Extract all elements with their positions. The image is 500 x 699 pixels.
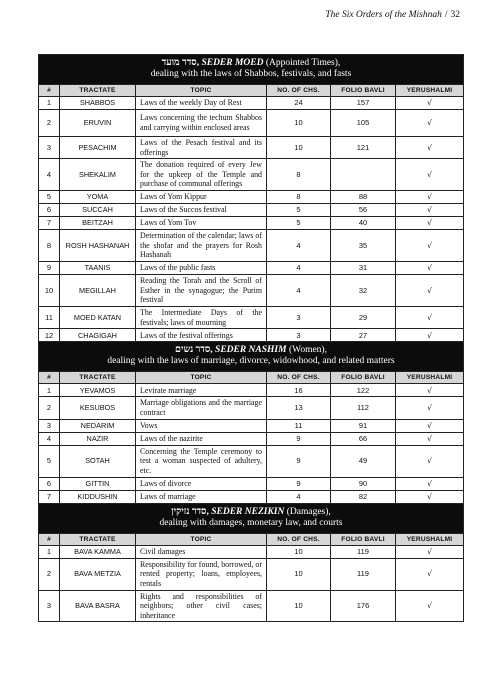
row-number: 10: [39, 275, 60, 307]
folio-bavli: 66: [331, 432, 396, 445]
table-row: [39, 204, 464, 217]
column-header-chapters-count: NO. OF CHS.: [267, 533, 331, 545]
mishnah-orders-table-wrap: [38, 54, 463, 622]
yerushalmi-mark: √: [396, 97, 464, 110]
chapters-count: 3: [267, 329, 331, 342]
folio-bavli: 82: [331, 490, 396, 503]
row-number: 5: [39, 191, 60, 204]
folio-bavli: 112: [331, 397, 396, 419]
column-header-tractate-name: TRACTATE: [60, 85, 136, 97]
row-number: 9: [39, 262, 60, 275]
folio-bavli: 32: [331, 275, 396, 307]
column-header-folio-bavli: FOLIO BAVLI: [331, 372, 396, 384]
table-row: [39, 275, 464, 307]
yerushalmi-mark: √: [396, 590, 464, 622]
tractate-name: KESUBOS: [60, 397, 136, 419]
running-head-title: The Six Orders of the Mishnah: [325, 10, 442, 20]
tractate-name: SHEKALIM: [60, 159, 136, 191]
chapters-count: 10: [267, 558, 331, 590]
yerushalmi-mark: √: [396, 159, 464, 191]
tractate-name: TAANIS: [60, 262, 136, 275]
tractate-name: BAVA METZIA: [60, 558, 136, 590]
row-number: 4: [39, 159, 60, 191]
folio-bavli: 105: [331, 110, 396, 137]
section-hebrew-title: סדר מועד,: [161, 58, 200, 68]
yerushalmi-mark: √: [396, 558, 464, 590]
topic-text: Laws of the public fasts: [136, 262, 267, 275]
chapters-count: 10: [267, 137, 331, 159]
topic-text: Concerning the Temple ceremony to test a woman suspected of adultery, etc.: [136, 445, 267, 477]
running-head: [325, 10, 460, 20]
section-transliteration: SEDER NASHIM: [215, 345, 287, 356]
folio-bavli: 119: [331, 545, 396, 558]
table-row: [39, 262, 464, 275]
folio-bavli: 88: [331, 191, 396, 204]
table-row: [39, 329, 464, 342]
folio-bavli: 31: [331, 262, 396, 275]
table-row: [39, 397, 464, 419]
section-title-line: [43, 58, 459, 69]
chapters-count: 24: [267, 97, 331, 110]
tractate-name: SHABBOS: [60, 97, 136, 110]
topic-text: Responsibility for found, borrowed, or rented property; loans, employees, rentals: [136, 558, 267, 590]
tractate-name: YOMA: [60, 191, 136, 204]
table-row: [39, 545, 464, 558]
table-row: [39, 477, 464, 490]
column-header-row: [39, 85, 464, 97]
row-number: 1: [39, 97, 60, 110]
table-row: [39, 97, 464, 110]
column-header-chapters-count: NO. OF CHS.: [267, 85, 331, 97]
topic-text: Vows: [136, 419, 267, 432]
yerushalmi-mark: √: [396, 230, 464, 262]
topic-text: Laws of Yom Tov: [136, 217, 267, 230]
section-title-line: [43, 345, 459, 356]
tractate-name: PESACHIM: [60, 137, 136, 159]
topic-text: Levirate marriage: [136, 384, 267, 397]
chapters-count: 9: [267, 432, 331, 445]
folio-bavli: 121: [331, 137, 396, 159]
topic-text: Laws of the Pesach festival and its offerings: [136, 137, 267, 159]
yerushalmi-mark: √: [396, 110, 464, 137]
folio-bavli: 176: [331, 590, 396, 622]
tractate-name: BAVA KAMMA: [60, 545, 136, 558]
table-row: [39, 419, 464, 432]
table-row: [39, 558, 464, 590]
column-header-row-number: #: [39, 533, 60, 545]
folio-bavli: 35: [331, 230, 396, 262]
tractate-name: YEVAMOS: [60, 384, 136, 397]
table-row: [39, 384, 464, 397]
column-header-tractate-name: TRACTATE: [60, 533, 136, 545]
section-heading: [39, 503, 464, 533]
chapters-count: 8: [267, 159, 331, 191]
chapters-count: 3: [267, 307, 331, 329]
topic-text: Laws of Yom Kippur: [136, 191, 267, 204]
folio-bavli: 49: [331, 445, 396, 477]
table-row: [39, 445, 464, 477]
row-number: 7: [39, 490, 60, 503]
table-row: [39, 230, 464, 262]
row-number: 1: [39, 545, 60, 558]
table-row: [39, 490, 464, 503]
row-number: 12: [39, 329, 60, 342]
tractate-name: MEGILLAH: [60, 275, 136, 307]
yerushalmi-mark: √: [396, 384, 464, 397]
page-number: 32: [450, 10, 460, 20]
section-english-title: (Appointed Times),: [265, 58, 341, 68]
column-header-yerushalmi-mark: YERUSHALMI: [396, 372, 464, 384]
section-transliteration: SEDER NEZIKIN: [211, 506, 285, 517]
column-header-topic-text: TOPIC: [136, 372, 267, 384]
section-subtitle: dealing with the laws of Shabbos, festivals, and fasts: [150, 69, 352, 79]
yerushalmi-mark: √: [396, 490, 464, 503]
section-heading: [39, 55, 464, 85]
yerushalmi-mark: √: [396, 545, 464, 558]
chapters-count: 5: [267, 217, 331, 230]
topic-text: Marriage obligations and the marriage contract: [136, 397, 267, 419]
topic-text: Laws of divorce: [136, 477, 267, 490]
column-header-folio-bavli: FOLIO BAVLI: [331, 533, 396, 545]
chapters-count: 10: [267, 545, 331, 558]
topic-text: The donation required of every Jew for the upkeep of the Temple and purchase of communal offerings: [136, 159, 267, 191]
table-row: [39, 590, 464, 622]
yerushalmi-mark: √: [396, 204, 464, 217]
chapters-count: 4: [267, 275, 331, 307]
section-hebrew-title: סדר נזיקין,: [171, 506, 209, 517]
chapters-count: 11: [267, 419, 331, 432]
column-header-yerushalmi-mark: YERUSHALMI: [396, 533, 464, 545]
folio-bavli: 122: [331, 384, 396, 397]
yerushalmi-mark: √: [396, 397, 464, 419]
section-subtitle: dealing with damages, monetary law, and courts: [159, 517, 343, 528]
table-row: [39, 432, 464, 445]
section-english-title: (Women),: [288, 345, 327, 356]
yerushalmi-mark: √: [396, 262, 464, 275]
table-row: [39, 217, 464, 230]
folio-bavli: 27: [331, 329, 396, 342]
chapters-count: 10: [267, 590, 331, 622]
yerushalmi-mark: √: [396, 432, 464, 445]
row-number: 6: [39, 204, 60, 217]
tractate-name: ERUVIN: [60, 110, 136, 137]
folio-bavli: 119: [331, 558, 396, 590]
row-number: 2: [39, 397, 60, 419]
row-number: 2: [39, 558, 60, 590]
tractate-name: NAZIR: [60, 432, 136, 445]
section-heading-cell: [39, 503, 464, 533]
column-header-yerushalmi-mark: YERUSHALMI: [396, 85, 464, 97]
row-number: 3: [39, 137, 60, 159]
row-number: 11: [39, 307, 60, 329]
column-header-tractate-name: TRACTATE: [60, 372, 136, 384]
row-number: 6: [39, 477, 60, 490]
section-subtitle: dealing with the laws of marriage, divorce, widowhood, and related matters: [107, 356, 395, 367]
folio-bavli: 56: [331, 204, 396, 217]
row-number: 2: [39, 110, 60, 137]
folio-bavli: 91: [331, 419, 396, 432]
topic-text: Laws of the weekly Day of Rest: [136, 97, 267, 110]
topic-text: Rights and responsibilities of neighbors; other civil cases; inheritance: [136, 590, 267, 622]
folio-bavli: 157: [331, 97, 396, 110]
row-number: 4: [39, 432, 60, 445]
column-header-row: [39, 372, 464, 384]
column-header-topic-text: TOPIC: [136, 85, 267, 97]
section-heading-cell: [39, 342, 464, 372]
topic-text: Reading the Torah and the Scroll of Esther in the synagogue; the Purim festival: [136, 275, 267, 307]
tractate-name: SUCCAH: [60, 204, 136, 217]
section-title-line: [43, 507, 459, 518]
mishnah-orders-table: [38, 54, 464, 622]
chapters-count: 13: [267, 397, 331, 419]
yerushalmi-mark: √: [396, 445, 464, 477]
tractate-name: BEITZAH: [60, 217, 136, 230]
yerushalmi-mark: √: [396, 307, 464, 329]
topic-text: The Intermediate Days of the festivals; laws of mourning: [136, 307, 267, 329]
section-hebrew-title: סדר נשים,: [175, 345, 213, 356]
row-number: 1: [39, 384, 60, 397]
tractate-name: BAVA BASRA: [60, 590, 136, 622]
yerushalmi-mark: √: [396, 275, 464, 307]
table-row: [39, 191, 464, 204]
topic-text: Laws concerning the techum Shabbos and carrying within enclosed areas: [136, 110, 267, 137]
row-number: 5: [39, 445, 60, 477]
row-number: 3: [39, 419, 60, 432]
column-header-folio-bavli: FOLIO BAVLI: [331, 85, 396, 97]
row-number: 8: [39, 230, 60, 262]
chapters-count: 9: [267, 477, 331, 490]
row-number: 3: [39, 590, 60, 622]
running-head-separator: /: [444, 10, 448, 20]
yerushalmi-mark: √: [396, 329, 464, 342]
column-header-row-number: #: [39, 85, 60, 97]
folio-bavli: 90: [331, 477, 396, 490]
yerushalmi-mark: √: [396, 137, 464, 159]
tractate-name: GITTIN: [60, 477, 136, 490]
table-row: [39, 137, 464, 159]
chapters-count: 4: [267, 490, 331, 503]
chapters-count: 4: [267, 230, 331, 262]
yerushalmi-mark: √: [396, 419, 464, 432]
chapters-count: 10: [267, 110, 331, 137]
chapters-count: 4: [267, 262, 331, 275]
tractate-name: ROSH HASHANAH: [60, 230, 136, 262]
table-row: [39, 159, 464, 191]
yerushalmi-mark: √: [396, 217, 464, 230]
yerushalmi-mark: √: [396, 191, 464, 204]
section-transliteration: SEDER MOED: [201, 58, 264, 68]
chapters-count: 9: [267, 445, 331, 477]
chapters-count: 8: [267, 191, 331, 204]
topic-text: Laws of the Succos festival: [136, 204, 267, 217]
column-header-row-number: #: [39, 372, 60, 384]
topic-text: Determination of the calendar; laws of the shofar and the prayers for Rosh Hashanah: [136, 230, 267, 262]
chapters-count: 16: [267, 384, 331, 397]
yerushalmi-mark: √: [396, 477, 464, 490]
row-number: 7: [39, 217, 60, 230]
tractate-name: MOED KATAN: [60, 307, 136, 329]
tractate-name: SOTAH: [60, 445, 136, 477]
folio-bavli: 29: [331, 307, 396, 329]
section-heading-cell: [39, 55, 464, 85]
column-header-topic-text: TOPIC: [136, 533, 267, 545]
folio-bavli: [331, 159, 396, 191]
tractate-name: KIDDUSHIN: [60, 490, 136, 503]
tractate-name: NEDARIM: [60, 419, 136, 432]
topic-text: Laws of the nazirite: [136, 432, 267, 445]
section-english-title: (Damages),: [286, 506, 331, 517]
topic-text: Laws of the festival offerings: [136, 329, 267, 342]
tractate-name: CHAGIGAH: [60, 329, 136, 342]
topic-text: Civil damages: [136, 545, 267, 558]
chapters-count: 5: [267, 204, 331, 217]
folio-bavli: 40: [331, 217, 396, 230]
section-heading: [39, 342, 464, 372]
table-row: [39, 110, 464, 137]
topic-text: Laws of marriage: [136, 490, 267, 503]
column-header-row: [39, 533, 464, 545]
column-header-chapters-count: NO. OF CHS.: [267, 372, 331, 384]
table-row: [39, 307, 464, 329]
